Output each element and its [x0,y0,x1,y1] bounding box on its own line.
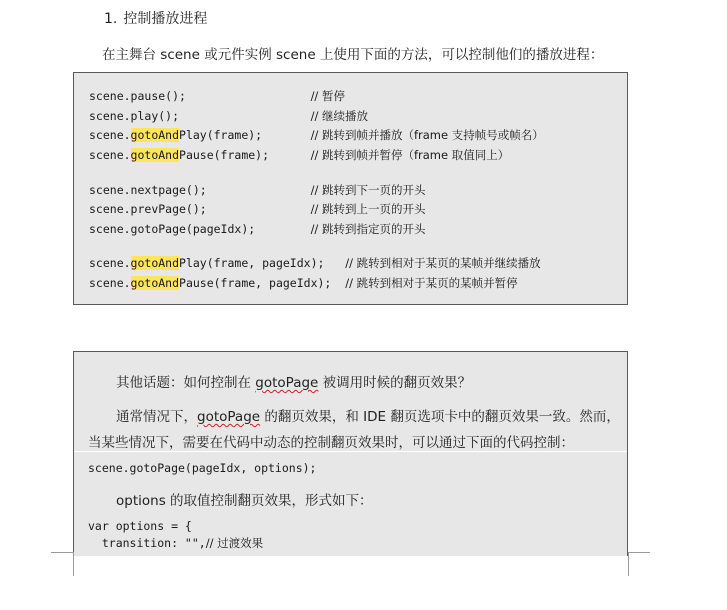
transition-line: transition: "",// 过渡效果 [88,536,264,550]
explanation-line-1: 通常情况下，gotoPage 的翻页效果，和 IDE 翻页选项卡中的翻页效果一致。然而， [116,409,620,425]
section-number: 1. [104,11,118,27]
crop-mark-right-h [628,552,650,553]
code-line-goto-and-pause: scene.gotoAndPause(frame); // 跳转到帧并暂停（frame 取值同上） [89,147,510,162]
topic-question: 其他话题：如何控制在 gotoPage 被调用时候的翻页效果？ [116,375,472,391]
highlight-goto-and: gotoAnd [130,128,180,142]
crop-mark-right-v [628,552,629,576]
spellcheck-term: gotoPage [255,375,319,391]
explanation-line-2: 当某些情况下，需要在代码中动态的控制翻页效果时，可以通过下面的代码控制： [88,435,574,451]
code-line-play: scene.play(); // 继续播放 [89,108,368,123]
highlight-goto-and: gotoAnd [130,147,180,162]
spellcheck-term: gotoPage [197,409,261,425]
divider [74,451,627,452]
code-line-goto-and-play-page: scene.gotoAndPlay(frame, pageIdx); // 跳转到相对于某页的某帧并继续播放 [89,256,541,270]
highlight-goto-and: gotoAnd [130,275,180,290]
code-line-pause: scene.pause(); // 暂停 [89,89,345,103]
var-options-line: var options = { [88,519,192,533]
code-line-prevpage: scene.prevPage(); // 跳转到上一页的开头 [89,202,426,216]
crop-mark-left-v [73,552,74,576]
code-line-goto-and-play: scene.gotoAndPlay(frame); // 跳转到帧并播放（frame 支持帧号或帧名） [89,128,544,142]
call-code-line: scene.gotoPage(pageIdx, options); [88,461,317,475]
page-bottom-margin [0,556,727,610]
other-topic-box [73,351,628,556]
code-line-goto-and-pause-page: scene.gotoAndPause(frame, pageIdx); // 跳转到相对于某页的某帧并暂停 [89,275,518,290]
code-line-nextpage: scene.nextpage(); // 跳转到下一页的开头 [89,182,426,197]
intro-paragraph: 在主舞台 scene 或元件实例 scene 上使用下面的方法，可以控制他们的播放进程： [102,47,604,63]
code-block [73,72,628,305]
section-title: 控制播放进程 [123,11,208,27]
code-line-gotopage: scene.gotoPage(pageIdx); // 跳转到指定页的开头 [89,221,426,236]
options-paragraph: options 的取值控制翻页效果，形式如下： [116,493,373,509]
section-heading [104,8,207,28]
crop-mark-left-h [51,552,73,553]
highlight-goto-and: gotoAnd [130,256,180,270]
